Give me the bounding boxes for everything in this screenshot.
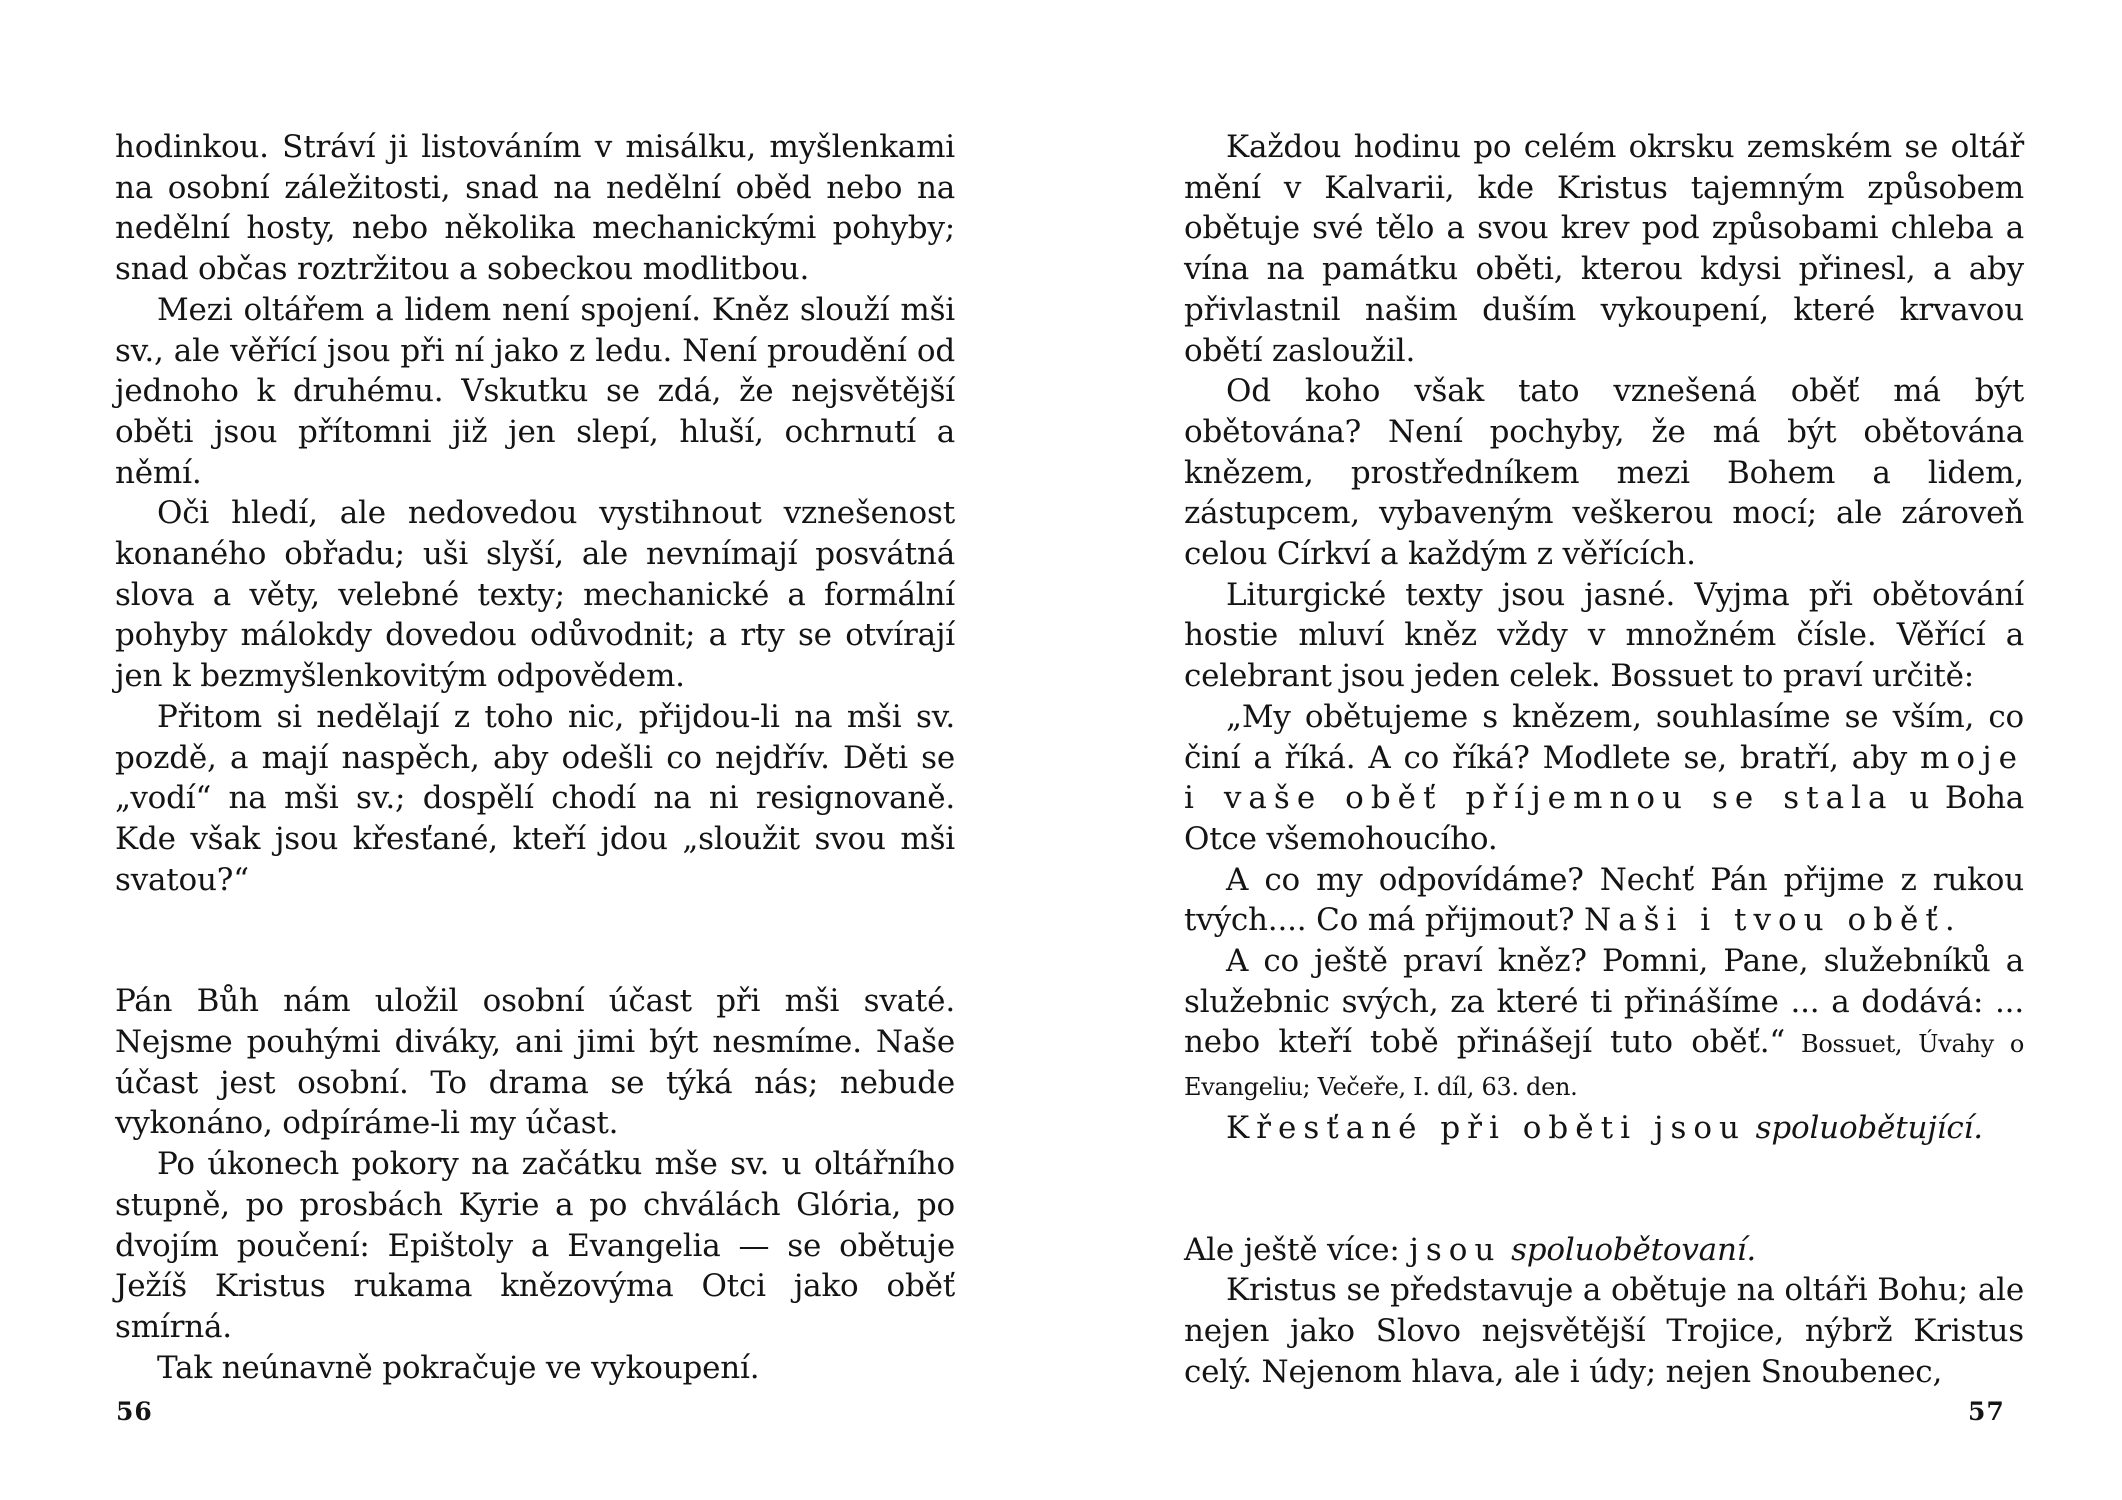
emphasized-text: jsou [1409, 1231, 1502, 1268]
paragraph: Tak neúnavně pokračuje ve vykoupení. [157, 1349, 760, 1386]
paragraph: hodinkou. Stráví ji listováním v misálku, myšlenkami na osobní záležitosti, snad na nedělní oběd nebo na nedělní hosty, nebo několika mechanickými pohyby; snad občas roztržitou a sobeckou modlitbou. [115, 129, 955, 288]
quotation-paragraph [1184, 941, 2024, 1108]
paragraph: Liturgické texty jsou jasné. Vyjma při obětování hostie mluví kněz vždy v množném čísle. Věřící a celebrant jsou jeden celek. Bossuet to praví určitě: [1184, 576, 2024, 695]
quote-text: A co my odpovídáme? Nechť Pán přijme z rukou tvých.... Co má přijmout? [1184, 861, 2024, 939]
page-number: 56 [116, 1397, 153, 1426]
quote-text: „My obětujeme s knězem, souhlasíme se vším, co činí a říká. A co říká? Modlete se, bratří, aby [1184, 698, 2024, 776]
right-text-column [1184, 127, 2024, 1392]
quote-text: u Boha Otce všemohoucího. [1184, 780, 2024, 857]
paragraph [1184, 1230, 2024, 1271]
paragraph: Každou hodinu po celém okrsku zemském se oltář mění v Kalvarii, kde Kristus tajemným způsobem obětuje své tělo a svou krev pod způsobami chleba a vína na památku oběti, kterou kdysi přinesl, a aby přivlastnil našim duším vykoupení, které krvavou obětí zasloužil. [1184, 129, 2024, 369]
text-run: Ale ještě více: [1184, 1231, 1410, 1268]
paragraph: Přitom si nedělají z toho nic, přijdou-li na mši sv. pozdě, a mají naspěch, aby odešli co nejdřív. Děti se „vodí“ na mši sv.; dospělí chodí na ni resignovaně. Kde však jsou křesťané, kteří jdou „sloužit svou mši svatou?“ [115, 698, 955, 898]
quotation-paragraph [1184, 697, 2024, 860]
paragraph: Od koho však tato vznešená oběť má být obětována? Není pochyby, že má být obětována knězem, prostředníkem mezi Bohem a lidem, zástupcem, vybaveným veškerou mocí; ale zároveň celou Církví a každým z věřících. [1184, 373, 2024, 573]
quote-text: A co ještě praví kněz? Pomni, Pane, služebníků a služebnic svých, za které ti přinášíme ... a dodává: ... nebo kteří tobě přinášejí tuto oběť.“ [1184, 943, 2024, 1061]
paragraph: Mezi oltářem a lidem není spojení. Kněz slouží mši sv., ale věřící jsou při ní jako z ledu. Není proudění od jednoho k druhému. Vskutku se zdá, že nejsvětější oběti jsou přítomni již jen slepí, hluší, ochrnutí a němí. [115, 291, 955, 491]
emphasis-paragraph [1184, 1108, 2024, 1149]
citation: Bossuet, Úvahy o Evangeliu; Večeře, I. díl, 63. den. [1184, 1030, 2025, 1102]
italic-term: spoluobětovaní. [1511, 1231, 1757, 1268]
italic-term: spoluobětující. [1755, 1109, 1983, 1146]
right-page [1061, 0, 2122, 1500]
left-text-column [115, 127, 955, 1388]
emphasized-text: Křesťané při oběti jsou [1226, 1109, 1746, 1146]
section-break [115, 900, 955, 981]
quotation-paragraph [1184, 860, 2024, 941]
section-break [1184, 1149, 2024, 1230]
emphasized-text: moje i vaše oběť příjemnou se stala [1184, 739, 2024, 817]
page-number: 57 [1968, 1397, 2005, 1426]
paragraph: Kristus se představuje a obětuje na oltáři Bohu; ale nejen jako Slovo nejsvětější Trojice, nýbrž Kristus celý. Nejenom hlava, ale i údy; nejen Snoubenec, [1184, 1272, 2024, 1390]
paragraph: Po úkonech pokory na začátku mše sv. u oltářního stupně, po prosbách Kyrie a po chválách Glória, po dvojím poučení: Epištoly a Evangelia — se obětuje Ježíš Kristus rukama knězovýma Otci jako oběť smírná. [115, 1146, 955, 1345]
paragraph: Pán Bůh nám uložil osobní účast při mši svaté. Nejsme pouhými diváky, ani jimi být nesmíme. Naše účast jest osobní. To drama se týká nás; nebude vykonáno, odpíráme-li my účast. [115, 983, 955, 1142]
paragraph: Oči hledí, ale nedovedou vystihnout vznešenost konaného obřadu; uši slyší, ale nevnímají posvátná slova a věty, velebné texty; mechanické a formální pohyby málokdy dovedou odůvodnit; a rty se otvírají jen k bezmyšlenkovitým odpovědem. [115, 495, 955, 695]
emphasized-text: Naši i tvou oběť. [1584, 902, 1962, 939]
